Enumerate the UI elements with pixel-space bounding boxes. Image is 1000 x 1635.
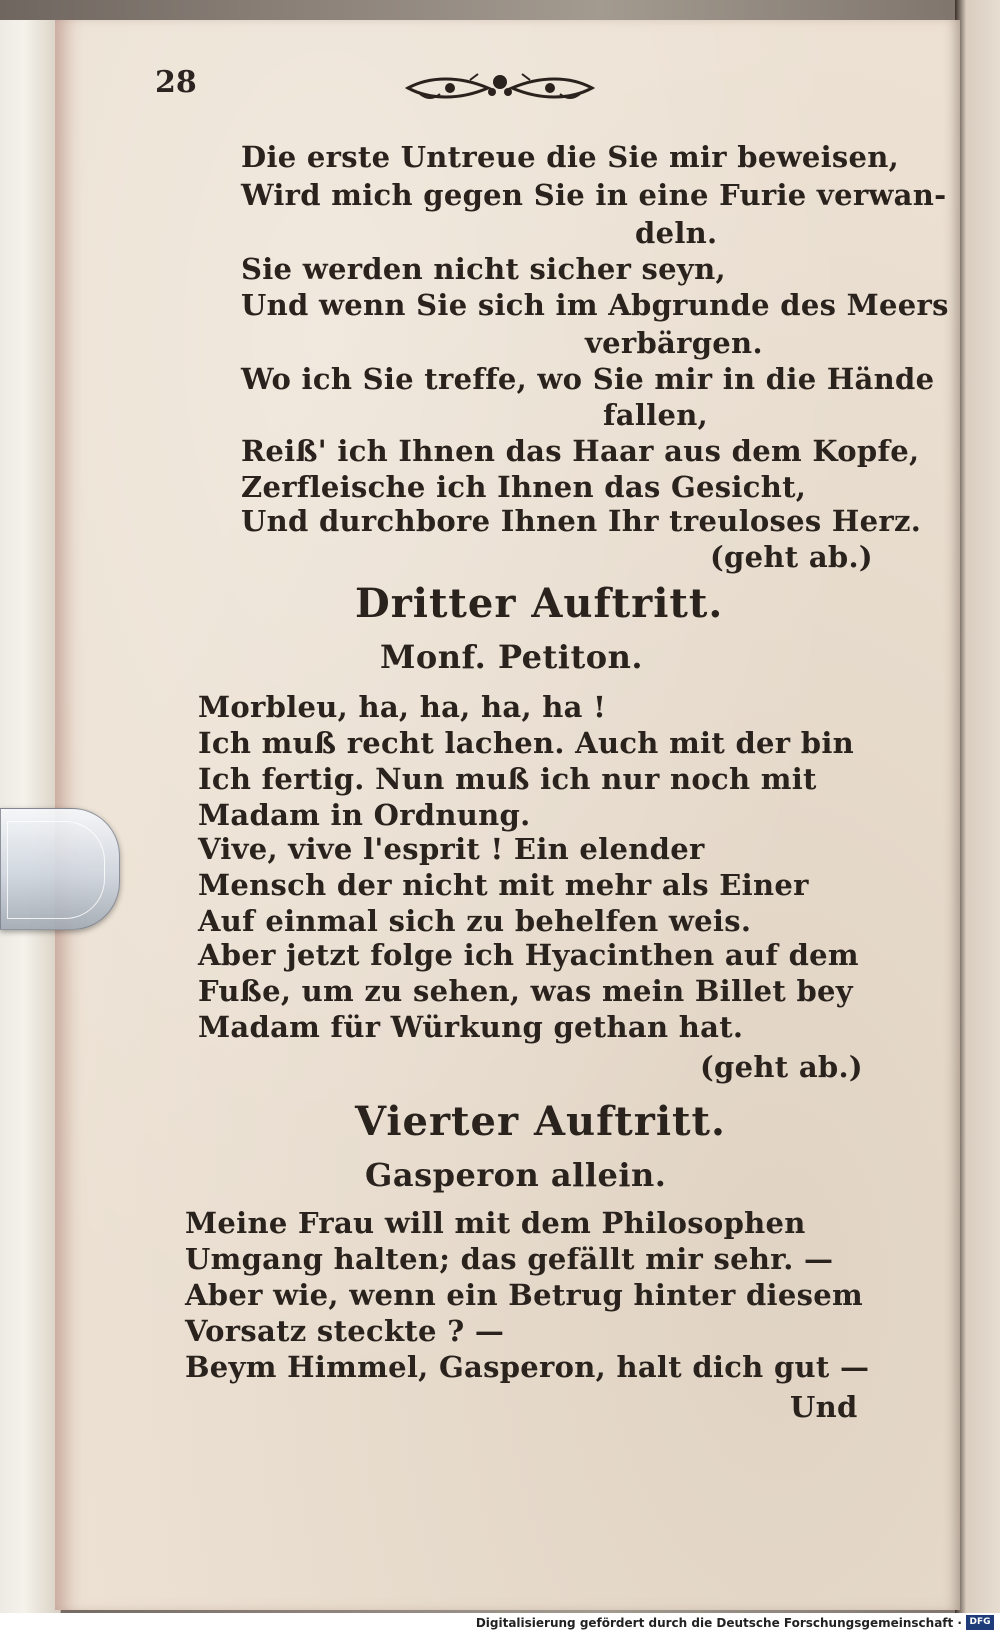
verse-line: Ich muß recht lachen. Auch mit der bin [198, 726, 855, 760]
verse-line: verbärgen. [585, 326, 763, 360]
verse-line: Morbleu, ha, ha, ha, ha ! [198, 690, 607, 724]
verse-line: Vive, vive l'esprit ! Ein elender [198, 832, 705, 866]
verse-line: Madam für Würkung gethan hat. [198, 1010, 744, 1044]
book-page [55, 20, 960, 1610]
verse-line: Zerfleische ich Ihnen das Gesicht, [241, 470, 807, 504]
verse-line: Sie werden nicht sicher seyn, [241, 252, 726, 286]
verse-line: deln. [635, 216, 718, 250]
verse-line: Wo ich Sie treffe, wo Sie mir in die Hände [241, 362, 935, 396]
digitization-credit: Digitalisierung gefördert durch die Deutsche Forschungsgemeinschaft · [475, 1616, 962, 1630]
verse-line: Aber wie, wenn ein Betrug hinter diesem [185, 1278, 863, 1312]
floral-ornament-icon [400, 68, 600, 108]
verse-line: Und wenn Sie sich im Abgrunde des Meers [241, 288, 949, 322]
scene-heading: Dritter Auftritt. [355, 580, 724, 627]
verse-line: Umgang halten; das gefällt mir sehr. — [185, 1242, 834, 1276]
verse-line: Aber jetzt folge ich Hyacinthen auf dem [198, 938, 859, 972]
verse-line: Und durchbore Ihnen Ihr treuloses Herz. [241, 504, 922, 538]
verse-line: Auf einmal sich zu behelfen weis. [198, 904, 752, 938]
stage-direction: (geht ab.) [700, 1050, 863, 1084]
verse-line: Madam in Ordnung. [198, 798, 531, 832]
page-holder-clip [0, 808, 120, 930]
verse-line: Fuße, um zu sehen, was mein Billet bey [198, 974, 853, 1008]
page-number: 28 [155, 65, 197, 100]
facing-page-edge [955, 0, 1000, 1635]
clip-highlight [7, 821, 105, 919]
verse-line: Vorsatz steckte ? — [185, 1314, 505, 1348]
verse-line: Reiß' ich Ihnen das Haar aus dem Kopfe, [241, 434, 920, 468]
verse-line: Die erste Untreue die Sie mir beweisen, [241, 140, 900, 174]
verse-line: Meine Frau will mit dem Philosophen [185, 1206, 806, 1240]
stage-direction: (geht ab.) [710, 540, 873, 574]
verse-line: Mensch der nicht mit mehr als Einer [198, 868, 809, 902]
verse-line: Wird mich gegen Sie in eine Furie verwan- [241, 178, 947, 212]
verse-line: Beym Himmel, Gasperon, halt dich gut — [185, 1350, 870, 1384]
scene-heading: Vierter Auftritt. [355, 1098, 726, 1145]
speaker-name: Gasperon allein. [365, 1156, 667, 1194]
catchword: Und [790, 1390, 858, 1424]
verse-line: Ich fertig. Nun muß ich nur noch mit [198, 762, 817, 796]
verse-line: fallen, [603, 398, 709, 432]
dfg-logo-icon: DFG [966, 1615, 994, 1630]
speaker-name: Monf. Petiton. [380, 638, 643, 676]
